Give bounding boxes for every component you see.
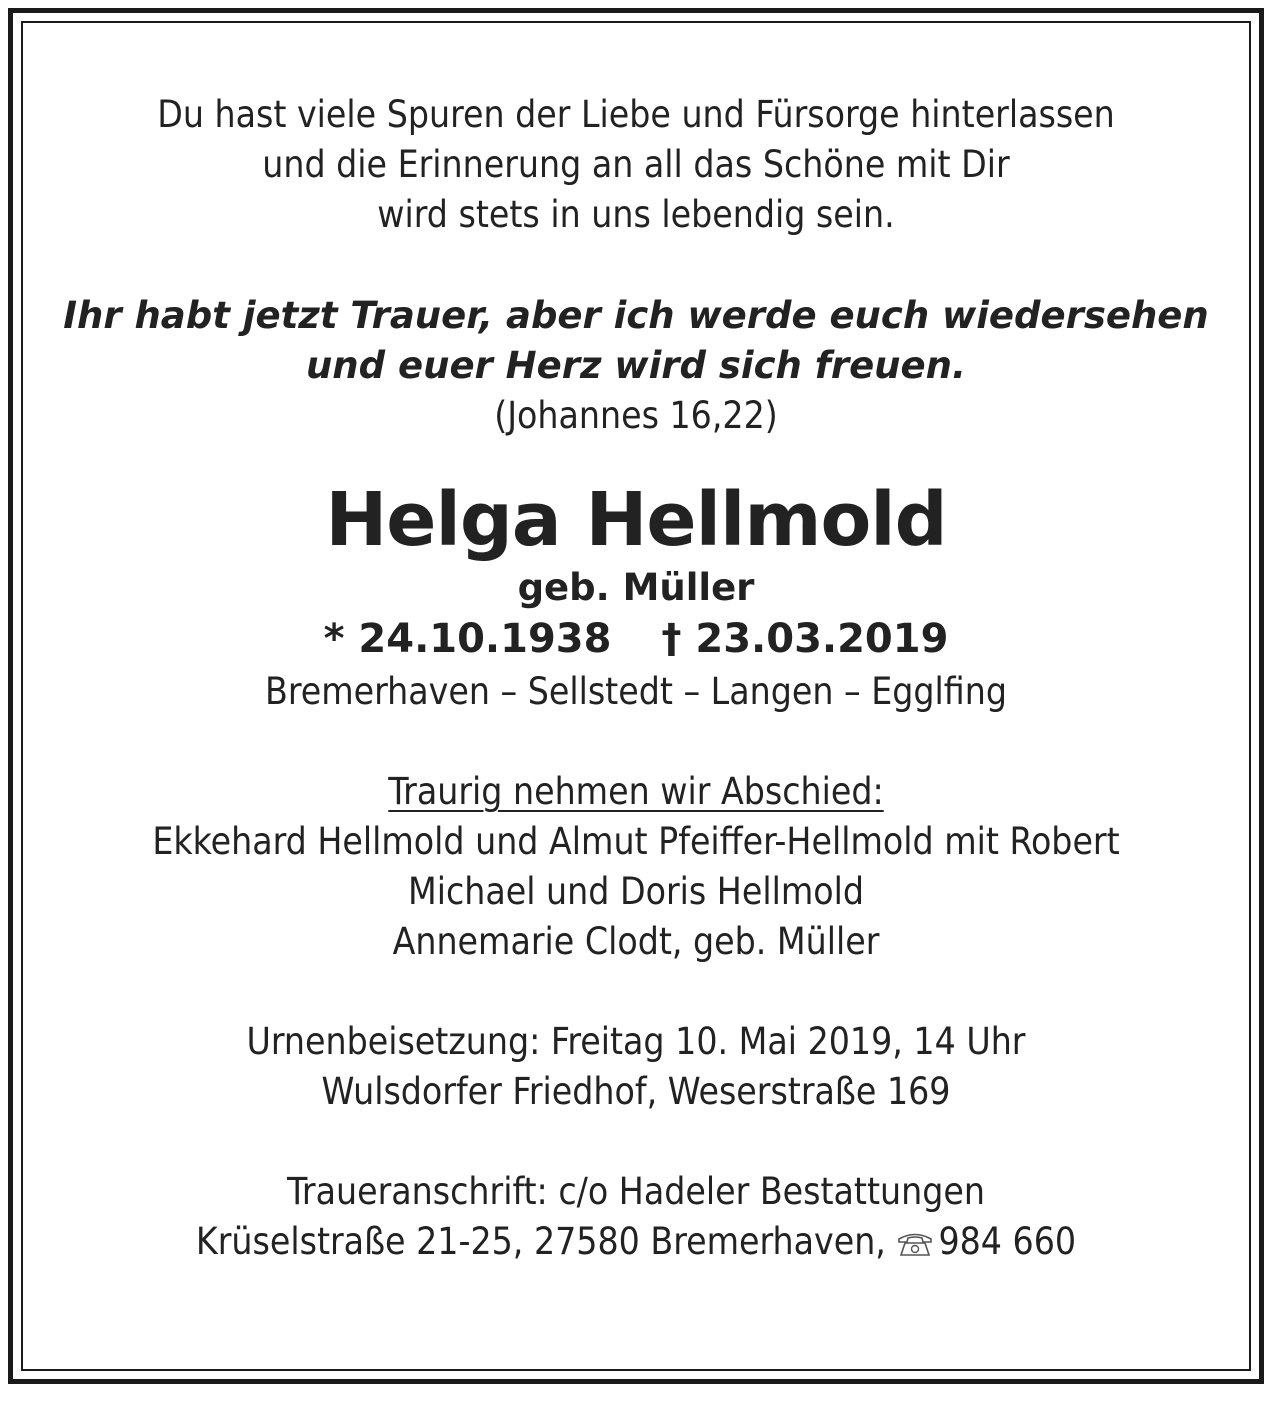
mourner-line-2: Michael und Doris Hellmold [407,870,865,913]
verse-reference: (Johannes 16,22) [494,394,778,437]
mourner-line-3: Annemarie Clodt, geb. Müller [392,920,880,963]
obituary-notice [23,23,1249,1267]
address-line-2 [23,1217,1249,1267]
burial-info [23,1017,1249,1117]
birth-date: * 24.10.1938 [323,616,612,662]
places-of-life: Bremerhaven – Sellstedt – Langen – Egglfing [265,670,1007,713]
intro-line-3: wird stets in uns lebendig sein. [377,193,895,236]
death-date: † 23.03.2019 [661,616,949,662]
telephone-icon [896,1229,934,1257]
deceased-name: Helga Hellmold [325,477,947,563]
maiden-name: geb. Müller [517,566,755,609]
life-dates [23,611,1249,667]
verse-line-1: Ihr habt jetzt Trauer, aber ich werde euch wiedersehen [63,294,1209,337]
burial-line-1: Urnenbeisetzung: Freitag 10. Mai 2019, 14 Uhr [246,1020,1026,1063]
intro-line-2: und die Erinnerung an all das Schöne mit Dir [262,143,1010,186]
phone-number: 984 660 [938,1220,1077,1263]
burial-line-2: Wulsdorfer Friedhof, Weserstraße 169 [321,1070,951,1113]
mourner-line-1: Ekkehard Hellmold und Almut Pfeiffer-Hellmold mit Robert [152,820,1120,863]
intro-text [23,90,1249,240]
mourners-heading: Traurig nehmen wir Abschied: [388,770,884,813]
address-street: Krüselstraße 21-25, 27580 Bremerhaven, [195,1220,886,1263]
mourners [23,767,1249,967]
address-line-1: Traueranschrift: c/o Hadeler Bestattungen [287,1170,985,1213]
mourning-address [23,1167,1249,1267]
deceased-info [23,475,1249,717]
intro-line-1: Du hast viele Spuren der Liebe und Fürsorge hinterlassen [157,93,1115,136]
bible-verse [23,291,1249,441]
verse-line-2: und euer Herz wird sich freuen. [305,344,967,387]
